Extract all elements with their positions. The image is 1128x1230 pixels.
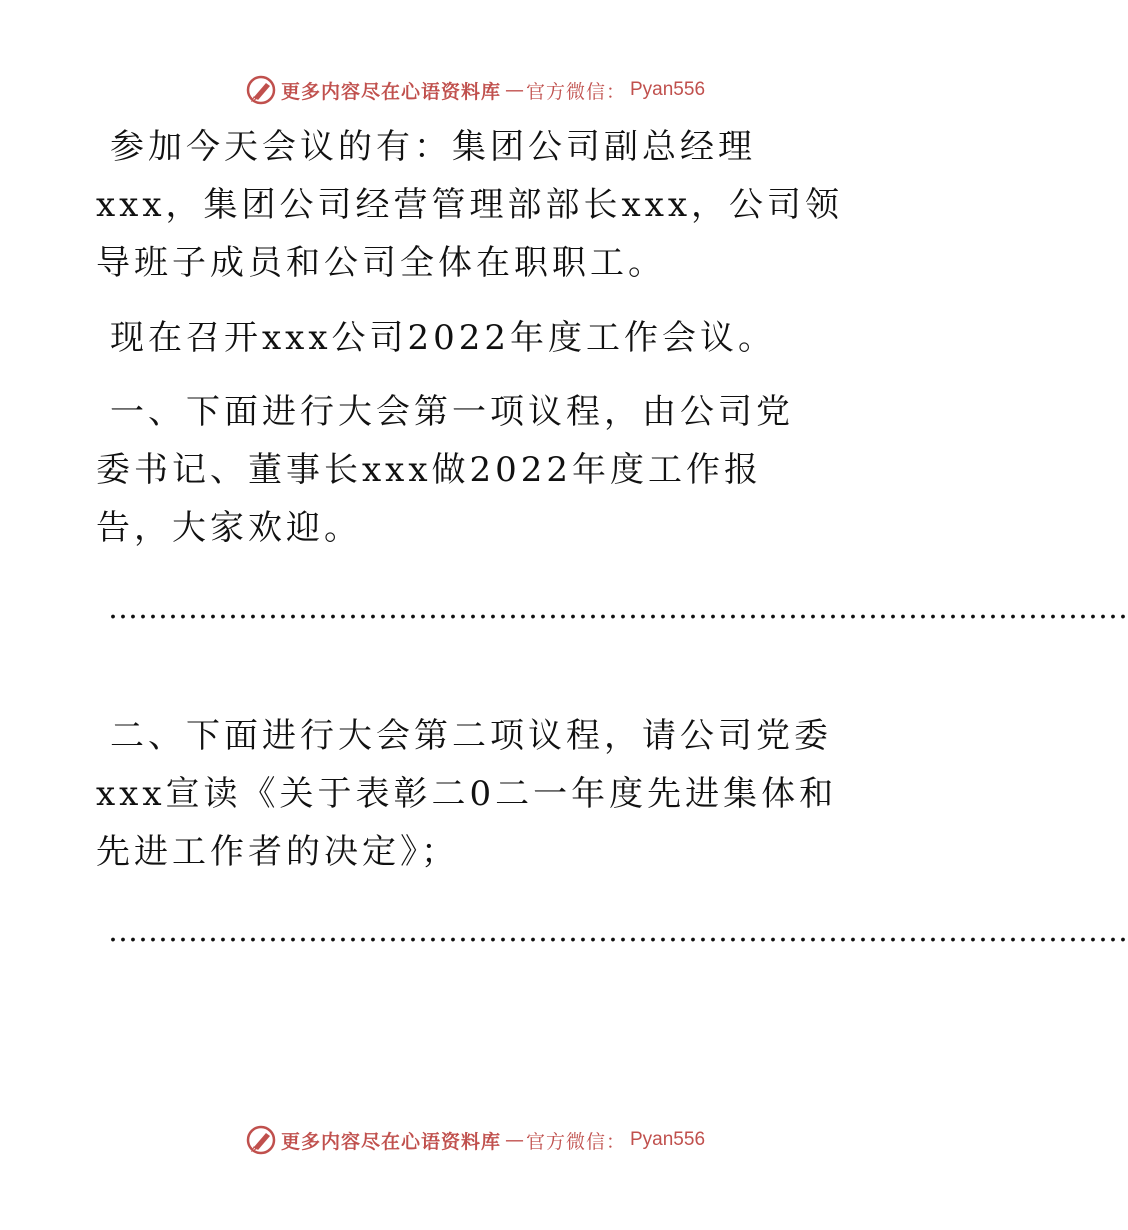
paragraph-opening: 现在召开xxx公司2022年度工作会议。: [110, 318, 777, 358]
watermark-dash: —: [504, 79, 522, 101]
watermark-brand: 更多内容尽在心语资料库: [280, 1130, 501, 1153]
ellipsis-line-one: …………………………………………………………………………………………: [108, 591, 1128, 626]
watermark-wechat-label: 官方微信：: [525, 1130, 626, 1153]
watermark-header: [0, 70, 950, 110]
watermark-brand: 更多内容尽在心语资料库: [280, 80, 501, 103]
pen-logo-icon: [245, 74, 277, 106]
watermark-footer: [0, 1120, 950, 1160]
pen-logo-icon: [245, 1124, 277, 1156]
watermark-wechat-label: 官方微信：: [525, 80, 626, 103]
paragraph-agenda-one: 一、下面进行大会第一项议程，由公司党委书记、董事长xxx做2022年度工作报告，大家欢迎。: [96, 392, 794, 548]
paragraph-attendees: 参加今天会议的有：集团公司副总经理xxx，集团公司经营管理部部长xxx，公司领导班子成员和公司全体在职职工。: [96, 127, 844, 283]
paragraph-agenda-two: 二、下面进行大会第二项议程，请公司党委xxx宣读《关于表彰二0二一年度先进集体和先进工作者的决定》；: [96, 716, 838, 872]
watermark-handle: Pyan556: [630, 1129, 706, 1150]
ellipsis-line-two: …………………………………………………………………………………………: [108, 914, 1128, 949]
watermark-handle: Pyan556: [630, 79, 706, 100]
watermark-dash: —: [504, 1129, 522, 1151]
